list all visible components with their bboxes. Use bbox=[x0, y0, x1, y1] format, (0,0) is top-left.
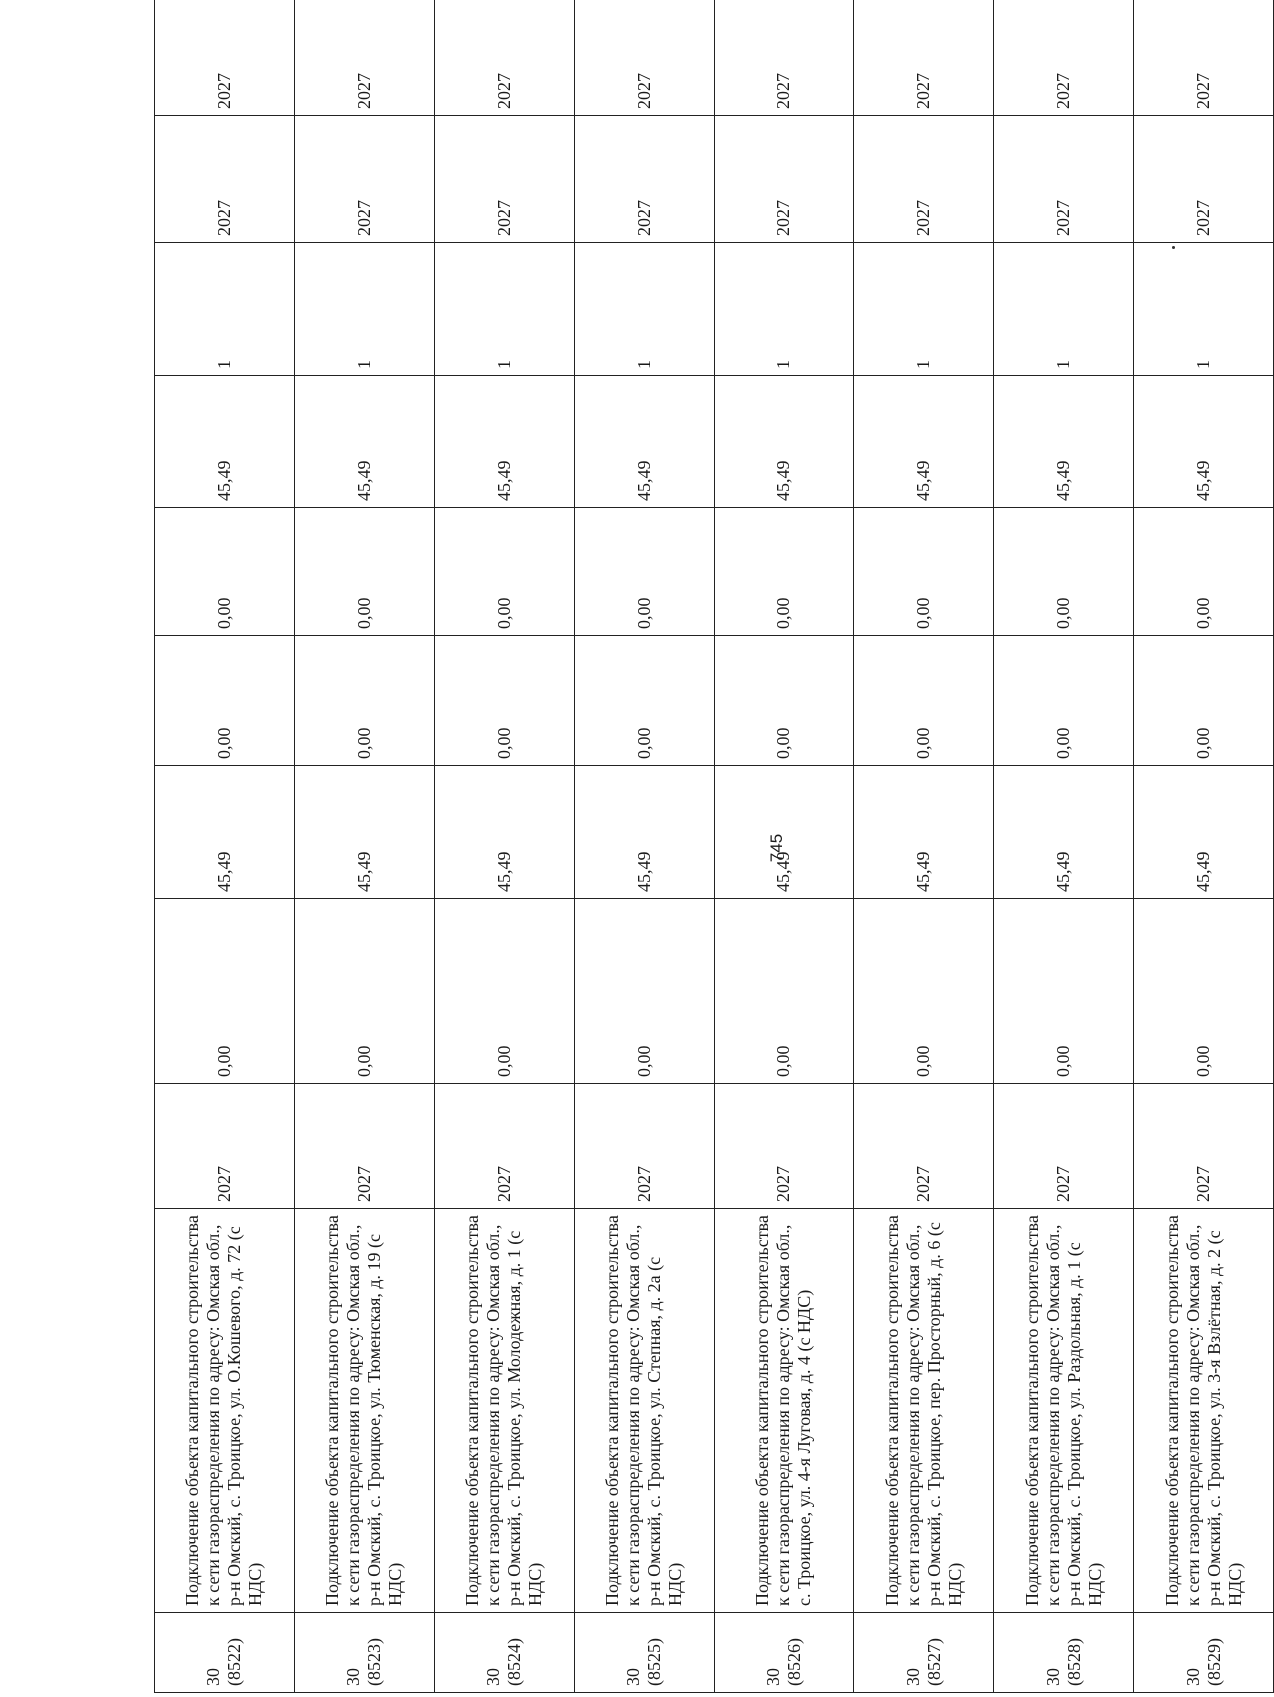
value-cell-2: 45,49 bbox=[1134, 766, 1274, 899]
start-year-cell: 2027 bbox=[434, 1084, 574, 1209]
row-number-cell bbox=[155, 1613, 295, 1693]
table-row bbox=[994, 0, 1134, 1693]
table-row bbox=[854, 0, 994, 1693]
value-cell-6: 1 bbox=[714, 243, 854, 376]
value-cell-6: 1 bbox=[294, 243, 434, 376]
year-cell-a: 2027 bbox=[854, 116, 994, 243]
value-cell-1: 0,00 bbox=[294, 899, 434, 1084]
start-year-cell: 2027 bbox=[854, 1084, 994, 1209]
start-year-cell: 2027 bbox=[1134, 1084, 1274, 1209]
description-cell: Подключение объекта капитального строительства к сети газораспределения по адресу: Омская обл., р-н Омский, с. Троицкое, ул. 3-я Взлётная, д. 2 (с НДС) bbox=[1134, 1209, 1274, 1613]
value-cell-3: 0,00 bbox=[854, 636, 994, 766]
investment-table bbox=[154, 0, 1274, 1693]
row-number: 30 bbox=[623, 1668, 644, 1686]
value-cell-3: 0,00 bbox=[434, 636, 574, 766]
row-number-cell bbox=[434, 1613, 574, 1693]
row-number: 30 bbox=[203, 1668, 224, 1686]
description-cell: Подключение объекта капитального строительства к сети газораспределения по адресу: Омская обл., р-н Омский, с. Троицкое, ул. О.Кошевого, д. 72 (с НДС) bbox=[155, 1209, 295, 1613]
year-cell-a: 2027 bbox=[294, 116, 434, 243]
start-year-cell: 2027 bbox=[994, 1084, 1134, 1209]
value-cell-2: 45,49 bbox=[155, 766, 295, 899]
value-cell-2: 45,49 bbox=[434, 766, 574, 899]
year-cell-b: 2027 bbox=[574, 0, 714, 116]
row-code: (8528) bbox=[1063, 1638, 1084, 1686]
page-number: 745 bbox=[767, 833, 786, 863]
row-code: (8529) bbox=[1203, 1638, 1224, 1686]
value-cell-5: 45,49 bbox=[574, 376, 714, 508]
row-number-cell bbox=[1134, 1613, 1274, 1693]
year-cell-b: 2027 bbox=[1134, 0, 1274, 116]
row-number: 30 bbox=[1042, 1668, 1063, 1686]
start-year-cell: 2027 bbox=[294, 1084, 434, 1209]
year-cell-a: 2027 bbox=[574, 116, 714, 243]
year-cell-a: 2027 bbox=[434, 116, 574, 243]
value-cell-1: 0,00 bbox=[854, 899, 994, 1084]
row-number: 30 bbox=[902, 1668, 923, 1686]
value-cell-4: 0,00 bbox=[1134, 508, 1274, 636]
value-cell-5: 45,49 bbox=[155, 376, 295, 508]
year-cell-b: 2027 bbox=[434, 0, 574, 116]
value-cell-4: 0,00 bbox=[294, 508, 434, 636]
value-cell-6: 1 bbox=[854, 243, 994, 376]
row-number-cell bbox=[294, 1613, 434, 1693]
value-cell-4: 0,00 bbox=[434, 508, 574, 636]
value-cell-3: 0,00 bbox=[714, 636, 854, 766]
row-code: (8527) bbox=[923, 1638, 944, 1686]
value-cell-5: 45,49 bbox=[1134, 376, 1274, 508]
row-number: 30 bbox=[1182, 1668, 1203, 1686]
year-cell-a: 2027 bbox=[155, 116, 295, 243]
description-cell: Подключение объекта капитального строительства к сети газораспределения по адресу: Омская обл., р-н Омский, с. Троицкое, ул. Степная, д. 2а (с НДС) bbox=[574, 1209, 714, 1613]
value-cell-6: 1 bbox=[155, 243, 295, 376]
value-cell-4: 0,00 bbox=[574, 508, 714, 636]
start-year-cell: 2027 bbox=[714, 1084, 854, 1209]
year-cell-b: 2027 bbox=[714, 0, 854, 116]
row-number-cell bbox=[574, 1613, 714, 1693]
value-cell-1: 0,00 bbox=[714, 899, 854, 1084]
row-number-cell bbox=[994, 1613, 1134, 1693]
year-cell-b: 2027 bbox=[854, 0, 994, 116]
start-year-cell: 2027 bbox=[155, 1084, 295, 1209]
value-cell-3: 0,00 bbox=[574, 636, 714, 766]
value-cell-4: 0,00 bbox=[714, 508, 854, 636]
value-cell-5: 45,49 bbox=[994, 376, 1134, 508]
table-row bbox=[294, 0, 434, 1693]
row-code: (8523) bbox=[364, 1638, 385, 1686]
value-cell-4: 0,00 bbox=[854, 508, 994, 636]
description-cell: Подключение объекта капитального строительства к сети газораспределения по адресу: Омская обл., р-н Омский, с. Троицкое, ул. Тюменская, д. 19 (с НДС) bbox=[294, 1209, 434, 1613]
year-cell-a: 2027 bbox=[994, 116, 1134, 243]
row-code: (8526) bbox=[783, 1638, 804, 1686]
start-year-cell: 2027 bbox=[574, 1084, 714, 1209]
row-number-cell bbox=[854, 1613, 994, 1693]
value-cell-5: 45,49 bbox=[714, 376, 854, 508]
value-cell-4: 0,00 bbox=[155, 508, 295, 636]
row-code: (8522) bbox=[224, 1638, 245, 1686]
value-cell-6: 1 bbox=[994, 243, 1134, 376]
value-cell-3: 0,00 bbox=[1134, 636, 1274, 766]
description-cell: Подключение объекта капитального строительства к сети газораспределения по адресу: Омская обл., р-н Омский, с. Троицкое, ул. Молодежная, д. 1 (с НДС) bbox=[434, 1209, 574, 1613]
row-number: 30 bbox=[483, 1668, 504, 1686]
table-row bbox=[434, 0, 574, 1693]
value-cell-2: 45,49 bbox=[994, 766, 1134, 899]
value-cell-4: 0,00 bbox=[994, 508, 1134, 636]
value-cell-2: 45,49 bbox=[574, 766, 714, 899]
value-cell-5: 45,49 bbox=[854, 376, 994, 508]
table-row bbox=[1134, 0, 1274, 1693]
description-cell: Подключение объекта капитального строительства к сети газораспределения по адресу: Омская обл., с. Троицкое, ул. 4-я Луговая, д. 4 (с НДС) bbox=[714, 1209, 854, 1613]
year-cell-a: 2027 bbox=[714, 116, 854, 243]
value-cell-1: 0,00 bbox=[574, 899, 714, 1084]
row-number: 30 bbox=[343, 1668, 364, 1686]
row-code: (8524) bbox=[504, 1638, 525, 1686]
value-cell-1: 0,00 bbox=[434, 899, 574, 1084]
value-cell-5: 45,49 bbox=[434, 376, 574, 508]
value-cell-3: 0,00 bbox=[994, 636, 1134, 766]
value-cell-5: 45,49 bbox=[294, 376, 434, 508]
table-row bbox=[155, 0, 295, 1693]
value-cell-1: 0,00 bbox=[994, 899, 1134, 1084]
value-cell-3: 0,00 bbox=[155, 636, 295, 766]
row-code: (8525) bbox=[644, 1638, 665, 1686]
year-cell-b: 2027 bbox=[294, 0, 434, 116]
value-cell-3: 0,00 bbox=[294, 636, 434, 766]
year-cell-a: 2027 bbox=[1134, 116, 1274, 243]
value-cell-2: 45,49 bbox=[854, 766, 994, 899]
table-row bbox=[714, 0, 854, 1693]
description-cell: Подключение объекта капитального строительства к сети газораспределения по адресу: Омская обл., р-н Омский, с. Троицкое, ул. Раздольная, д. 1 (с НДС) bbox=[994, 1209, 1134, 1613]
year-cell-b: 2027 bbox=[994, 0, 1134, 116]
value-cell-2: 45,49 bbox=[714, 766, 854, 899]
year-cell-b: 2027 bbox=[155, 0, 295, 116]
rotated-table-wrapper bbox=[154, 75, 1274, 1693]
value-cell-1: 0,00 bbox=[155, 899, 295, 1084]
value-cell-1: 0,00 bbox=[1134, 899, 1274, 1084]
table-row bbox=[574, 0, 714, 1693]
row-number-cell bbox=[714, 1613, 854, 1693]
value-cell-2: 45,49 bbox=[294, 766, 434, 899]
value-cell-6: 1 bbox=[574, 243, 714, 376]
value-cell-6: 1 bbox=[434, 243, 574, 376]
value-cell-6: 1 bbox=[1134, 243, 1274, 376]
description-cell: Подключение объекта капитального строительства к сети газораспределения по адресу: Омская обл., р-н Омский, с. Троицкое, пер. Просторный, д. 6 (с НДС) bbox=[854, 1209, 994, 1613]
row-number: 30 bbox=[762, 1668, 783, 1686]
